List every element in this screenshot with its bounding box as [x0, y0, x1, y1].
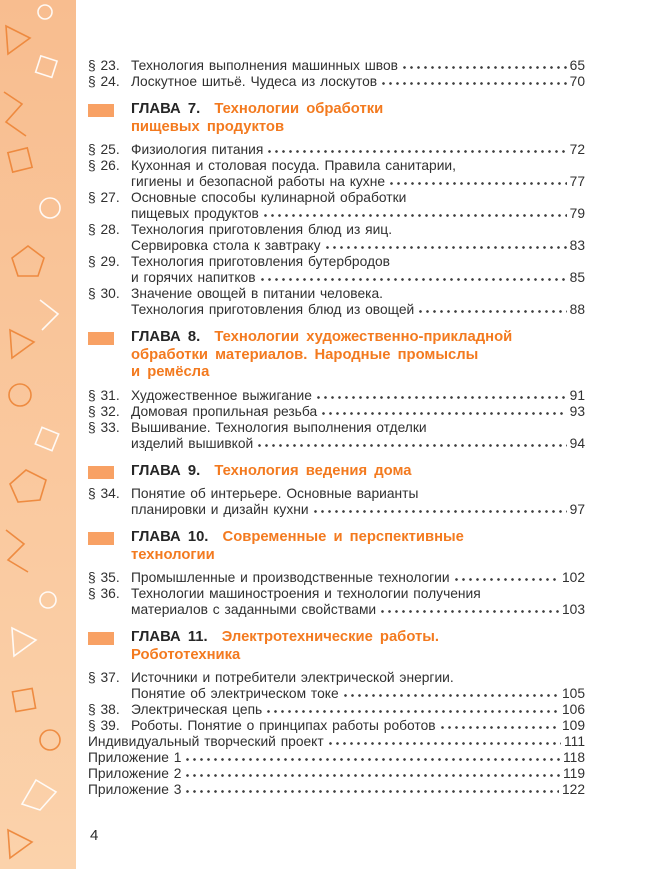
triangle-shape [12, 628, 36, 656]
toc-line [88, 670, 585, 686]
page-ref: 122 [561, 782, 585, 797]
toc-entry [88, 782, 585, 798]
dot-leader [312, 509, 567, 514]
dot-leader [417, 309, 566, 314]
page-ref: 119 [563, 766, 585, 781]
chapter-marker-icon [88, 332, 114, 345]
dot-leader [266, 149, 566, 154]
chapter-line [131, 529, 464, 547]
entry-text: Понятие об интерьере. Основные варианты [131, 486, 419, 501]
entry-text: Вышивание. Технология выполнения отделки [131, 419, 427, 435]
toc-line [88, 502, 585, 518]
dot-leader [379, 609, 559, 614]
toc-entry [88, 58, 585, 74]
page-ref: 102 [561, 570, 585, 585]
entry-text: Технологии машиностроения и технологии получения [131, 586, 481, 601]
toc-line [88, 420, 585, 436]
section-number: § 30. [88, 286, 120, 301]
toc-line [88, 686, 585, 702]
toc-line [88, 718, 585, 734]
toc-line [88, 238, 585, 254]
page-ref: 109 [561, 718, 585, 733]
entry-text: Основные способы кулинарной обработки [131, 190, 407, 205]
toc-line [88, 174, 585, 190]
chapter-label: ГЛАВА 7. [131, 101, 201, 117]
triangle-shape [6, 26, 30, 54]
square-shape [35, 427, 58, 450]
chapter-title-continued: и ремёсла [131, 364, 210, 380]
toc-line [88, 570, 585, 586]
toc-line [88, 404, 585, 420]
entry-text: и горячих напитков [131, 270, 256, 285]
chapter-title-continued: технологии [131, 546, 215, 563]
dot-leader [380, 81, 567, 86]
entry-text: Кухонная и столовая посуда. Правила санитарии, [131, 158, 456, 173]
page-ref: 105 [561, 686, 585, 701]
decorative-sidebar [0, 0, 76, 869]
toc-entry [88, 388, 585, 404]
toc-entry [88, 158, 585, 190]
entry-text: Электрическая цепь [131, 702, 263, 717]
toc-entry [88, 190, 585, 222]
toc-line [88, 270, 585, 286]
entry-text: пищевых продуктов [131, 206, 259, 221]
toc-line [88, 702, 585, 718]
page-ref: 91 [569, 387, 585, 403]
quad-shape [22, 780, 56, 810]
page-ref: 118 [563, 750, 585, 765]
triangle-shape [10, 330, 34, 358]
toc-line [88, 750, 585, 766]
chapter-title: Современные и перспективные [222, 529, 464, 545]
dot-leader [342, 693, 559, 698]
chapter-title-continued: обработки материалов. Народные промыслы [131, 346, 479, 363]
entry-text: Технология приготовления блюд из яиц. [131, 222, 393, 237]
section-number: § 31. [88, 387, 120, 403]
section-number: § 26. [88, 158, 120, 173]
toc-chapter [88, 629, 585, 664]
toc-entry [88, 222, 585, 254]
section-number: § 29. [88, 254, 120, 269]
toc-entry [88, 74, 585, 90]
circle-shape [9, 384, 31, 406]
toc-line [88, 206, 585, 222]
circle-shape [40, 592, 56, 608]
toc-line [88, 74, 585, 90]
section-number: § 32. [88, 403, 120, 419]
toc-entry [88, 486, 585, 518]
page-ref: 111 [564, 734, 585, 749]
page-ref: 83 [569, 238, 585, 253]
entry-text: Технология выполнения машинных швов [131, 58, 398, 73]
entry-text: Значение овощей в питании человека. [131, 286, 383, 301]
page-ref: 65 [569, 58, 585, 73]
pentagon-shape [10, 470, 46, 502]
toc-line [88, 388, 585, 404]
chapter-title: Технологии художественно-прикладной [214, 329, 513, 345]
page-ref: 93 [569, 403, 585, 419]
toc-entry [88, 670, 585, 702]
dot-leader [184, 773, 560, 778]
page-ref: 85 [569, 270, 585, 285]
page-ref: 77 [569, 174, 585, 189]
section-number: § 28. [88, 222, 120, 237]
toc-line [88, 734, 585, 750]
toc-line [88, 142, 585, 158]
toc-line [88, 766, 585, 782]
dot-leader [439, 725, 559, 730]
section-number: § 25. [88, 142, 120, 157]
entry-text: Технология приготовления блюд из овощей [131, 302, 415, 317]
entry-text: Приложение 1 [88, 750, 182, 765]
toc-line [88, 486, 585, 502]
toc-entry [88, 718, 585, 734]
chapter-line [131, 329, 512, 347]
decorative-shapes [0, 0, 76, 869]
chapter-heading [131, 463, 411, 481]
section-number: § 37. [88, 670, 120, 685]
page-ref: 103 [561, 602, 585, 617]
circle-shape [38, 5, 52, 19]
chapter-heading [131, 101, 383, 136]
table-of-contents [88, 58, 585, 798]
entry-text: Источники и потребители электрической энергии. [131, 670, 454, 685]
pentagon-shape [12, 246, 44, 276]
toc-line [88, 302, 585, 318]
dot-leader [184, 757, 560, 762]
circle-shape [40, 198, 60, 218]
chapter-title: Технология ведения дома [214, 462, 412, 479]
dot-leader [401, 65, 567, 70]
entry-text: Приложение 2 [88, 766, 182, 781]
toc-entry [88, 570, 585, 586]
chapter-title: Электротехнические работы. [221, 629, 439, 645]
section-number: § 39. [88, 718, 120, 733]
toc-line [88, 222, 585, 238]
entry-text: материалов с заданными свойствами [131, 602, 377, 617]
dot-leader [315, 395, 567, 400]
section-number: § 35. [88, 570, 120, 585]
entry-text: планировки и дизайн кухни [131, 502, 309, 517]
page-ref: 79 [569, 206, 585, 221]
page-number: 4 [90, 827, 99, 844]
toc-chapter [88, 463, 585, 481]
toc-line [88, 254, 585, 270]
chapter-heading [131, 629, 439, 664]
dot-leader [262, 213, 567, 218]
entry-text: гигиены и безопасной работы на кухне [131, 174, 385, 189]
page-ref: 94 [569, 435, 585, 451]
entry-text: Домовая пропильная резьба [131, 403, 318, 419]
toc-entry [88, 404, 585, 420]
entry-text: Лоскутное шитьё. Чудеса из лоскутов [131, 74, 378, 89]
circle-shape [40, 730, 60, 750]
chapter-marker-icon [88, 104, 114, 117]
toc-entry [88, 586, 585, 618]
chapter-label: ГЛАВА 9. [131, 462, 201, 479]
zigzag-shape [6, 530, 28, 572]
dot-leader [265, 709, 559, 714]
chapter-title-continued: пищевых продуктов [131, 118, 285, 135]
section-number: § 23. [88, 58, 120, 73]
chapter-line [131, 463, 411, 481]
square-shape [36, 56, 57, 77]
entry-text: изделий вышивкой [131, 435, 254, 451]
dot-leader [324, 245, 567, 250]
toc-line [88, 586, 585, 602]
dot-leader [320, 411, 567, 416]
entry-text: Приложение 3 [88, 782, 182, 797]
toc-chapter [88, 529, 585, 564]
entry-text: Индивидуальный творческий проект [88, 734, 324, 749]
page-ref: 72 [569, 142, 585, 157]
chapter-title: Технологии обработки [214, 101, 384, 117]
entry-text: Художественное выжигание [131, 387, 312, 403]
toc-entry [88, 766, 585, 782]
chapter-title-continued: Робототехника [131, 646, 241, 663]
toc-entry [88, 254, 585, 286]
toc-entry [88, 734, 585, 750]
page-ref: 70 [569, 74, 585, 89]
section-number: § 36. [88, 586, 120, 601]
square-shape [12, 688, 35, 711]
page-ref: 88 [569, 302, 585, 317]
section-number: § 24. [88, 74, 120, 89]
chapter-marker-icon [88, 532, 114, 545]
dot-leader [184, 789, 559, 794]
toc-chapter [88, 101, 585, 136]
chapter-line [131, 101, 383, 119]
entry-text: Технология приготовления бутербродов [131, 254, 390, 269]
toc-entry [88, 420, 585, 452]
section-number: § 27. [88, 190, 120, 205]
dot-leader [453, 577, 559, 582]
entry-text: Роботы. Понятие о принципах работы роботов [131, 718, 436, 733]
toc-line [88, 190, 585, 206]
chapter-label: ГЛАВА 8. [131, 329, 201, 345]
entry-text: Промышленные и производственные технологии [131, 570, 450, 585]
triangle-shape [8, 830, 32, 858]
chapter-label: ГЛАВА 10. [131, 529, 209, 545]
chapter-label: ГЛАВА 11. [131, 629, 208, 645]
dot-leader [259, 277, 567, 282]
page-ref: 97 [569, 502, 585, 517]
zigzag-shape [4, 92, 26, 136]
section-number: § 34. [88, 486, 120, 501]
toc-line [88, 782, 585, 798]
page-ref: 106 [561, 702, 585, 717]
toc-chapter [88, 329, 585, 382]
toc-entry [88, 750, 585, 766]
toc-entry [88, 142, 585, 158]
dot-leader [256, 443, 566, 448]
section-number: § 33. [88, 419, 120, 435]
chapter-marker-icon [88, 466, 114, 479]
zigzag-shape [40, 300, 58, 330]
toc-entry [88, 702, 585, 718]
toc-line [88, 436, 585, 452]
dot-leader [327, 741, 561, 746]
section-number: § 38. [88, 702, 120, 717]
entry-text: Физиология питания [131, 142, 264, 157]
chapter-line [131, 629, 439, 647]
square-shape [8, 148, 32, 172]
dot-leader [388, 181, 567, 186]
chapter-heading [131, 329, 512, 382]
toc-line [88, 286, 585, 302]
toc-line [88, 602, 585, 618]
entry-text: Понятие об электрическом токе [131, 686, 339, 701]
chapter-heading [131, 529, 464, 564]
toc-line [88, 58, 585, 74]
toc-line [88, 158, 585, 174]
entry-text: Сервировка стола к завтраку [131, 238, 321, 253]
toc-entry [88, 286, 585, 318]
chapter-marker-icon [88, 632, 114, 645]
